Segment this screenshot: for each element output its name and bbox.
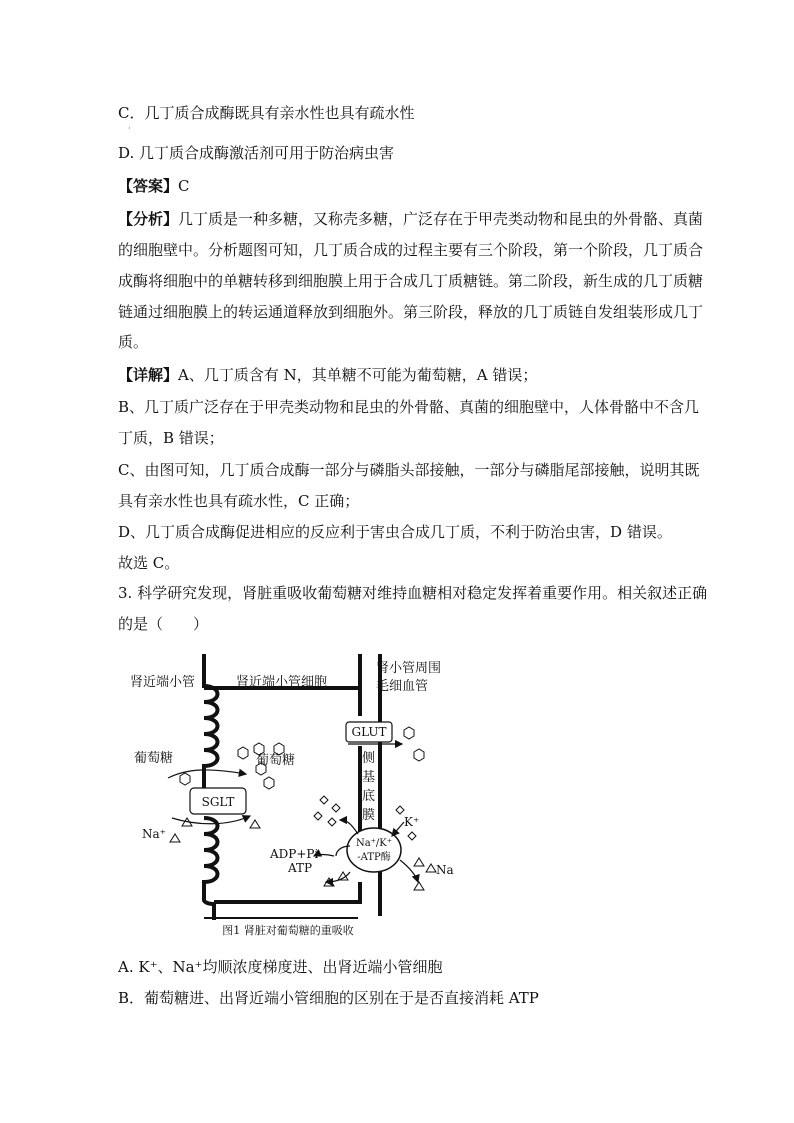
glucose-hexagon — [414, 749, 424, 761]
na-triangle — [170, 834, 180, 842]
option-c: C．几丁质合成酶既具有亲水性也具有疏水性 — [118, 104, 415, 122]
label-glucose-right: 葡萄糖 — [256, 753, 296, 768]
analysis-text-1: 几丁质是一种多糖，又称壳多糖，广泛存在于甲壳类动物和昆虫的外骨骼、真菌 — [178, 210, 704, 228]
k-diamond — [314, 812, 322, 820]
detail-line-6: D、几丁质合成酶促进相应的反应利于害虫合成几丁质，不利于防治虫害，D 错误。 — [118, 523, 672, 541]
label-capillary-1: 肾小管周围 — [376, 661, 442, 676]
label-membrane-4: 膜 — [362, 808, 376, 823]
analysis-line-4: 链通过细胞膜上的转运通道释放到细胞外。第三阶段，释放的几丁质链自发组装形成几丁 — [118, 303, 704, 321]
analysis-line-1 — [118, 209, 703, 229]
pump-label-1: Na⁺/K⁺ — [355, 838, 393, 849]
analysis-label: 【分析】 — [118, 210, 179, 228]
label-glucose-left: 葡萄糖 — [134, 751, 174, 766]
question-3-line-1: 3. 科学研究发现，肾脏重吸收葡萄糖对维持血糖相对稳定发挥着重要作用。相关叙述正确 — [118, 584, 708, 602]
label-k: K⁺ — [404, 815, 420, 829]
option-b: B．葡萄糖进、出肾近端小管细胞的区别在于是否直接消耗 ATP — [118, 989, 539, 1007]
k-release-arrow — [340, 820, 358, 834]
glut-label: GLUT — [351, 725, 387, 739]
detail-line-5: 具有亲水性也具有疏水性，C 正确； — [118, 492, 360, 510]
label-atp: ATP — [288, 861, 313, 875]
label-membrane-2: 基 — [362, 770, 376, 785]
glucose-hexagon — [404, 727, 414, 739]
option-d: D. 几丁质合成酶激活剂可用于防治病虫害 — [118, 144, 395, 162]
k-diamond — [328, 818, 336, 826]
detail-line-2: B、几丁质广泛存在于甲壳类动物和昆虫的外骨骼、真菌的细胞壁中，人体骨骼中不含几 — [118, 398, 700, 416]
na-triangle — [414, 882, 424, 890]
detail-line-4: C、由图可知，几丁质合成酶一部分与磷脂头部接触，一部分与磷脂尾部接触，说明其既 — [118, 461, 700, 479]
label-cell: 肾近端小管细胞 — [236, 675, 328, 690]
label-na-left: Na⁺ — [142, 827, 166, 841]
option-a: A. K⁺、Na⁺均顺浓度梯度进、出肾近端小管细胞 — [118, 958, 443, 976]
label-na-right: Na — [436, 863, 454, 877]
answer-value: C — [178, 177, 190, 195]
label-membrane-1: 侧 — [362, 751, 376, 766]
glucose-hexagon — [180, 773, 190, 785]
apical-membrane-outer — [204, 654, 218, 920]
k-in-arrow — [392, 822, 404, 836]
label-capillary-2: 毛细血管 — [376, 679, 429, 694]
glucose-hexagon — [238, 747, 248, 759]
detail-text-1: A、几丁质含有 N，其单糖不可能为葡萄糖，A 错误； — [178, 366, 538, 384]
answer-line — [118, 176, 190, 196]
analysis-line-2: 的细胞壁中。分析题图可知，几丁质合成的过程主要有三个阶段，第一个阶段，几丁质合 — [118, 241, 704, 259]
detail-label: 【详解】 — [118, 366, 179, 384]
k-diamond — [332, 804, 340, 812]
label-tubule: 肾近端小管 — [130, 675, 196, 690]
sglt-label: SGLT — [201, 795, 235, 809]
stray-dot: · — [128, 124, 131, 133]
k-diamond — [320, 796, 328, 804]
k-diamond — [396, 806, 404, 814]
kidney-glucose-figure — [118, 650, 458, 940]
na-triangle — [426, 864, 436, 872]
analysis-line-5: 质。 — [118, 333, 149, 351]
label-membrane-3: 底 — [362, 789, 376, 804]
k-diamond — [408, 832, 416, 840]
glucose-hexagon — [264, 777, 274, 789]
detail-line-1 — [118, 365, 537, 385]
label-adp: ADP+Pi — [270, 847, 319, 861]
na-triangle — [250, 820, 260, 828]
answer-label: 【答案】 — [118, 177, 179, 195]
analysis-line-3: 成酶将细胞中的单糖转移到细胞膜上用于合成几丁质糖链。第二阶段，新生成的几丁质糖 — [118, 272, 704, 290]
figure-caption: 图1 肾脏对葡萄糖的重吸收 — [222, 924, 354, 937]
detail-line-3: 丁质，B 错误； — [118, 429, 224, 447]
question-3-line-2: 的是（ ） — [118, 615, 209, 633]
detail-line-7: 故选 C。 — [118, 554, 180, 572]
na-triangle — [414, 858, 424, 866]
pump-label-2: -ATP酶 — [357, 852, 391, 863]
